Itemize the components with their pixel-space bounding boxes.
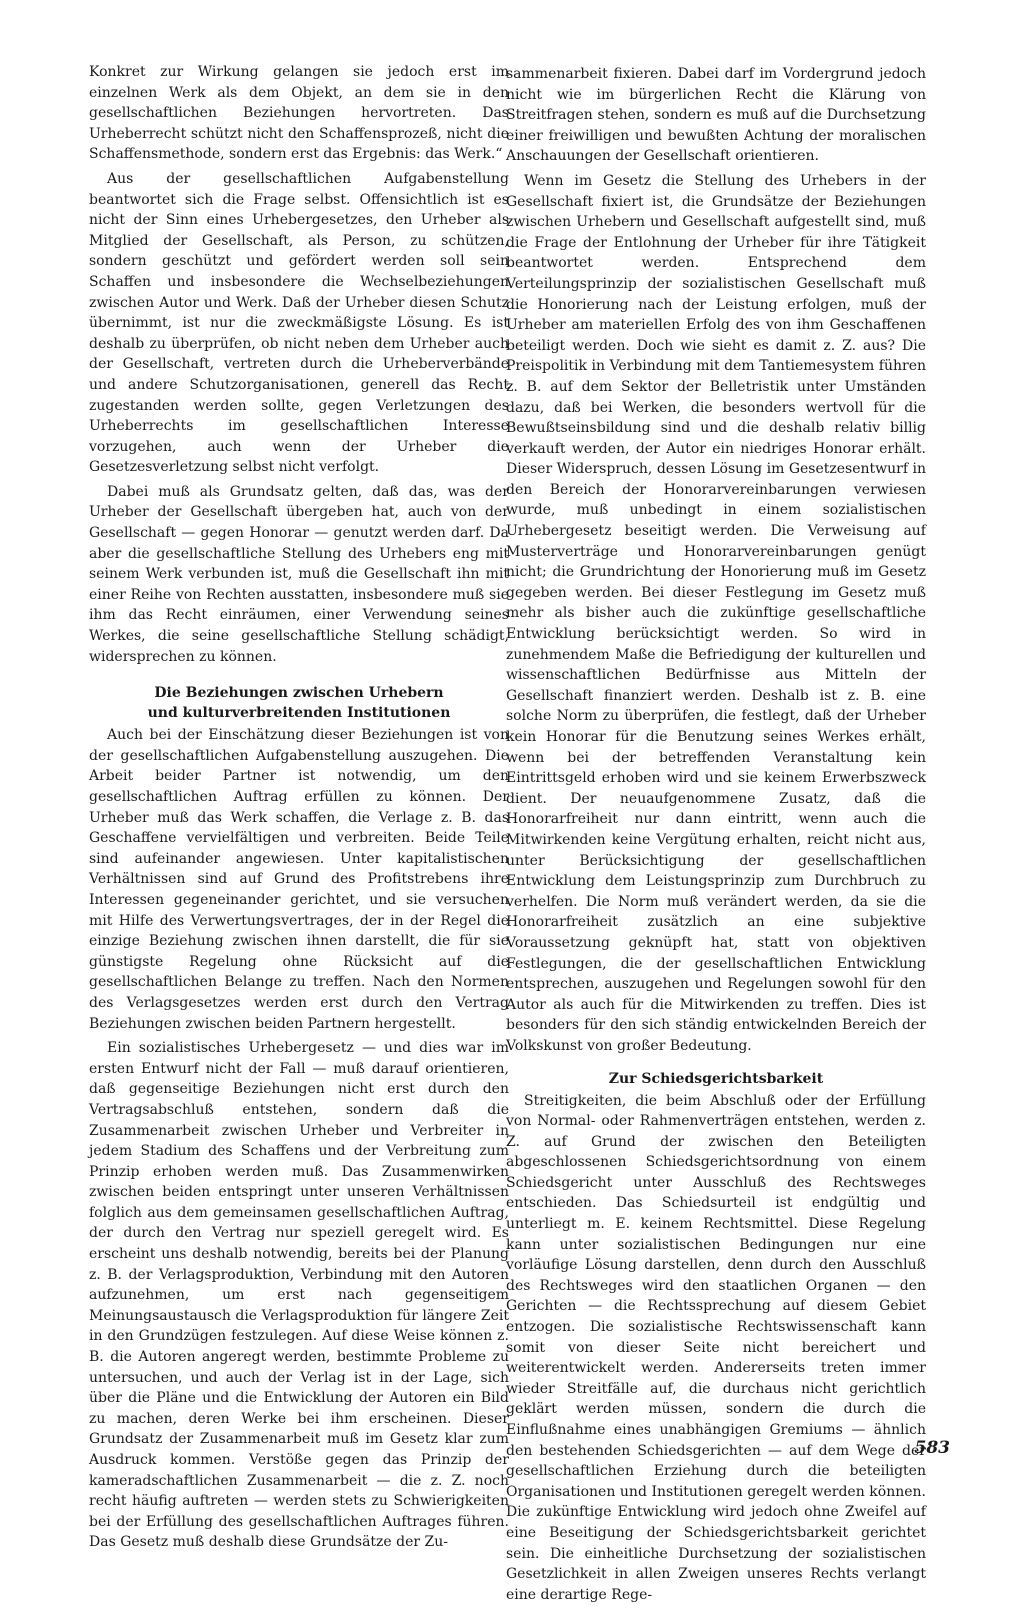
- section-heading: Zur Schiedsgerichtsbarkeit: [608, 1070, 824, 1087]
- paragraph: Konkret zur Wirkung gelangen sie jedoch erst im einzelnen Werk als dem Objekt, an dem sie in den gesellschaftlichen Beziehungen hervortreten. Das Urheberrecht schützt nicht den Schaffensprozeß, nicht die Schaffensmethode, sondern erst das Ergebnis: das Werk.“: [89, 64, 509, 163]
- paragraph: Aus der gesellschaftlichen Aufgabenstellung beantwortet sich die Frage selbst. Offensichtlich ist es nicht der Sinn eines Urhebergesetzes, den Urheber als Mitglied der Gesellschaft, als Person, zu schützen, sondern geschützt und gefördert werden soll sein Schaffen und insbesondere die Wechselbeziehungen zwischen Autor und Werk. Daß der Urheber diesen Schutz übernimmt, ist nur die zweckmäßigste Lösung. Es ist deshalb zu überprüfen, ob nicht neben dem Urheber auch der Gesellschaft, vertreten durch die Urheberverbände und andere Schutzorganisationen, generell das Recht zugestanden werden sollte, gegen Verletzungen des Urheberrechts im gesellschaftlichen Interesse vorzugehen, auch wenn der Urheber die Gesetzesverletzung selbst nicht verfolgt.: [89, 170, 509, 476]
- paragraph: Wenn im Gesetz die Stellung des Urhebers in der Gesellschaft fixiert ist, die Grundsätze der Beziehungen zwischen Urhebern und Gesellschaft aufgestellt sind, muß die Frage der Entlohnung der Urheber für ihre Tätigkeit beantwortet werden. Entsprechend dem Verteilungsprinzip der sozialistischen Gesellschaft muß die Honorierung nach der Leistung erfolgen, muß der Urheber am materiellen Erfolg des von ihm Geschaffenen beteiligt werden. Doch wie sieht es damit z. Z. aus? Die Preispolitik in Verbindung mit dem Tantiemesystem führen z. B. auf dem Sektor der Belletristik unter Umständen dazu, daß bei Werken, die besonders wertvoll für die Bewußtseinsbildung sind und die deshalb relativ billig verkauft werden, der Autor ein niedriges Honorar erhält. Dieser Widerspruch, dessen Lösung im Gesetzesentwurf in den Bereich der Honorarvereinbarungen verwiesen wurde, muß unbedingt in einem sozialistischen Urhebergesetz beseitigt werden. Die Verweisung auf Musterverträge und Honorarvereinbarungen genügt nicht; die Grundrichtung der Honorierung muß im Gesetz gegeben werden. Bei dieser Festlegung im Gesetz muß mehr als bisher auch die zukünftige gesellschaftliche Entwicklung berücksichtigt werden. So wird in zunehmendem Maße die Befriedigung der kulturellen und wissenschaftlichen Bedürfnisse aus Mitteln der Gesellschaft finanziert werden. Deshalb ist z. B. eine solche Norm zu überprüfen, die festlegt, daß der Urheber kein Honorar für die Benutzung seines Werkes erhält, wenn bei der betreffenden Veranstaltung kein Eintrittsgeld erhoben wird und sie keinem Erwerbszweck dient. Der neuaufgenommene Zusatz, daß die Honorarfreiheit nur dann eintritt, wenn auch die Mitwirkenden keine Vergütung erhalten, reicht nicht aus, unter Berücksichtigung der gesellschaftlichen Entwicklung dem Leistungsprinzip zum Durchbruch zu verhelfen. Die Norm muß verändert werden, da sie die Honorarfreiheit zusätzlich an eine subjektive Voraussetzung geknüpft hat, statt von objektiven Festlegungen, die der gesellschaftlichen Entwicklung entsprechen, auszugehen und Regelungen sowohl für den Autor als auch für die Mitwirkenden zu treffen. Dies ist besonders für den sich ständig entwickelnden Bereich der Volkskunst von großer Bedeutung.: [506, 172, 926, 1054]
- paragraph: Streitigkeiten, die beim Abschluß oder der Erfüllung von Normal- oder Rahmenverträgen entstehen, werden z. Z. auf Grund der zwischen den Beteiligten abgeschlossenen Schiedsgerichtsordnung von einem Schiedsgericht unter Ausschluß des Rechtsweges entschieden. Das Schiedsurteil ist endgültig und unterliegt m. E. keinem Rechtsmittel. Diese Regelung kann unter sozialistischen Bedingungen nur eine vorläufige Lösung darstellen, denn durch den Ausschluß des Rechtsweges wird den staatlichen Organen — den Gerichten — die Rechtssprechung auf diesem Gebiet entzogen. Die sozialistische Rechtswissenschaft kann somit von dieser Seite nicht bereichert und weiterentwickelt werden. Andererseits treten immer wieder Streitfälle auf, die durchaus nicht gerichtlich geklärt werden müssen, sondern die durch die Einflußnahme eines unabhängigen Gremiums — ähnlich den bestehenden Schiedsgerichten — auf dem Wege der gesellschaftlichen Erziehung durch die beteiligten Organisationen und Institutionen geregelt werden können. Die zukünftige Entwicklung wird jedoch ohne Zweifel auf eine Beseitigung der Schiedsgerichtsbarkeit gerichtet sein. Die einheitliche Durchsetzung der sozialistischen Gesetzlichkeit in allen Zweigen unseres Rechts verlangt eine derartige Rege-: [506, 1092, 926, 1603]
- paragraph: sammenarbeit fixieren. Dabei darf im Vordergrund jedoch nicht wie im bürgerlichen Recht die Klärung von Streitfragen stehen, sondern es muß auf die Durchsetzung einer freiwilligen und bewußten Achtung der moralischen Anschauungen der Gesellschaft orientieren.: [506, 66, 926, 165]
- paragraph: Ein sozialistisches Urhebergesetz — und dies war im ersten Entwurf nicht der Fall — muß darauf orientieren, daß gegenseitige Beziehungen nicht erst durch den Vertragsabschluß entstehen, sondern daß die Zusammenarbeit zwischen Urheber und Verbreiter in jedem Stadium des Schaffens und der Verbreitung zum Prinzip erhoben werden muß. Das Zusammenwirken zwischen beiden entspringt unter unseren Verhältnissen folglich aus dem gemeinsamen gesellschaftlichen Auftrag, der durch den Vertrag nur speziell geregelt wird. Es erscheint uns deshalb notwendig, bereits bei der Planung z. B. der Verlagsproduktion, Verbindung mit den Autoren aufzunehmen, um erst nach gegenseitigem Meinungsaustausch die Verlagsproduktion für längere Zeit in den Grundzügen festzulegen. Auf diese Weise können z. B. die Autoren angeregt werden, bestimmte Probleme zu untersuchen, und auch der Verlag ist in der Lage, sich über die Pläne und die Entwicklung der Autoren ein Bild zu machen, deren Werke bei ihm erscheinen. Dieser Grundsatz der Zusammenarbeit muß im Gesetz klar zum Ausdruck kommen. Verstöße gegen das Prinzip der kameradschaftlichen Zusammenarbeit — die z. Z. noch recht häufig auftreten — werden stets zu Schwierigkeiten bei der Erfüllung des gesellschaftlichen Auftrages führen. Das Gesetz muß deshalb diese Grundsätze der Zu-: [89, 1040, 509, 1551]
- paragraph: Dabei muß als Grundsatz gelten, daß das, was der Urheber der Gesellschaft übergeben hat, auch von der Gesellschaft — gegen Honorar — genutzt werden darf. Da aber die gesellschaftliche Stellung des Urhebers eng mit seinem Werk verbunden ist, muß die Gesellschaft ihn mit einer Reihe von Rechten ausstatten, insbesondere muß sie ihm das Recht einräumen, einer Verwendung seines Werkes, die seine gesellschaftliche Stellung schädigt, widersprechen zu können.: [89, 483, 509, 665]
- page-number: 583: [914, 1438, 950, 1458]
- paragraph: Auch bei der Einschätzung dieser Beziehungen ist von der gesellschaftlichen Aufgabenstellung auszugehen. Die Arbeit beider Partner ist notwendig, um den gesellschaftlichen Auftrag erfüllen zu können. Der Urheber muß das Werk schaffen, die Verlage z. B. das Geschaffene vervielfältigen und verbreiten. Beide Teile sind aufeinander angewiesen. Unter kapitalistischen Verhältnissen sind auf Grund des Profitstrebens ihre Interessen gegeneinander gerichtet, und sie versuchen mit Hilfe des Verwertungsvertrages, der in der Regel die einzige Beziehung zwischen ihnen darstellt, die für sie günstigste Regelung ohne Rücksicht auf die gesellschaftlichen Belange zu treffen. Nach den Normen des Verlagsgesetzes werden erst durch den Vertrag Beziehungen zwischen beiden Partnern hergestellt.: [89, 727, 509, 1032]
- section-heading-line: und kulturverbreitenden Institutionen: [147, 705, 451, 722]
- right-column: [506, 64, 926, 1609]
- left-column: [89, 62, 509, 1557]
- section-heading: [89, 683, 509, 723]
- section-heading-line: Die Beziehungen zwischen Urhebern: [154, 685, 444, 702]
